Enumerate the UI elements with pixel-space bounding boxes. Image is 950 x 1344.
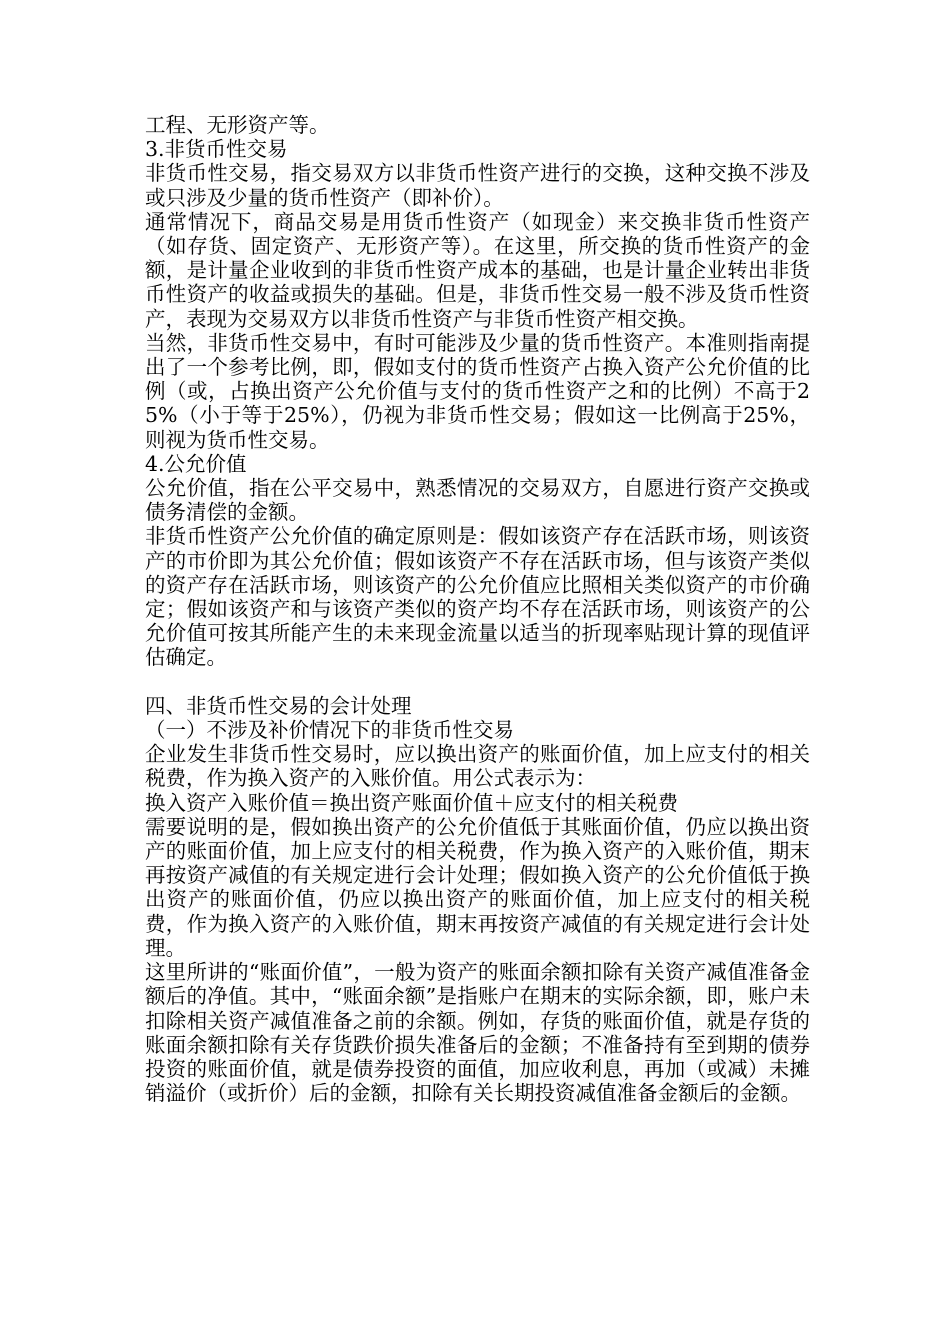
paragraph-normal-circumstances: 通常情况下，商品交易是用货币性资产（如现金）来交换非货币性资产（如存货、固定资产、无形资产等）。在这里，所交换的货币性资产的金额，是计量企业收到的非货币性资产成本的基础，也是计量企业转出非货币性资产的收益或损失的基础。但是，非货币性交易一般不涉及货币性资产，表现为交易双方以非货币性资产与非货币性资产相交换。 [145, 209, 810, 331]
paragraph-fair-value-definition: 公允价值，指在公平交易中，熟悉情况的交易双方，自愿进行资产交换或债务清偿的金额。 [145, 476, 810, 525]
paragraph-impairment-note: 需要说明的是，假如换出资产的公允价值低于其账面价值，仍应以换出资产的账面价值，加上应支付的相关税费，作为换入资产的入账价值，期末再按资产减值的有关规定进行会计处理；假如换入资产的公允价值低于换出资产的账面价值，仍应以换出资产的账面价值，加上应支付的相关税费，作为换入资产的入账价值，期末再按资产减值的有关规定进行会计处理。 [145, 814, 810, 960]
paragraph-accounting-rule: 企业发生非货币性交易时，应以换出资产的账面价值，加上应支付的相关税费，作为换入资产的入账价值。用公式表示为： [145, 742, 810, 791]
chapter-heading-accounting-treatment: 四、非货币性交易的会计处理 [145, 693, 412, 718]
document-body [145, 113, 810, 1105]
subsection-heading-no-boot: （一）不涉及补价情况下的非货币性交易 [145, 718, 514, 743]
blank-line [145, 670, 810, 694]
paragraph-definition: 非货币性交易，指交易双方以非货币性资产进行的交换，这种交换不涉及或只涉及少量的货币性资产（即补价）。 [145, 161, 810, 210]
section-heading-fair-value: 4.公允价值 [145, 451, 247, 476]
paragraph-intro-tail: 工程、无形资产等。 [145, 113, 330, 137]
paragraph-fair-value-principles: 非货币性资产公允价值的确定原则是：假如该资产存在活跃市场，则该资产的市价即为其公允价值；假如该资产不存在活跃市场，但与该资产类似的资产存在活跃市场，则该资产的公允价值应比照相关类似资产的市价确定；假如该资产和与该资产类似的资产均不存在活跃市场，则该资产的公允价值可按其所能产生的未来现金流量以适当的折现率贴现计算的现值评估确定。 [145, 524, 810, 670]
paragraph-book-value-explanation: 这里所讲的“账面价值”，一般为资产的账面余额扣除有关资产减值准备金额后的净值。其中，“账面余额”是指账户在期末的实际余额，即，账户未扣除相关资产减值准备之前的余额。例如，存货的账面价值，就是存货的账面余额扣除有关存货跌价损失准备后的金额；不准备持有至到期的债券投资的账面价值，就是债券投资的面值，加应收利息，再加（或减）未摊销溢价（或折价）后的金额，扣除有关长期投资减值准备金额后的金额。 [145, 960, 810, 1106]
paragraph-reference-ratio: 当然，非货币性交易中，有时可能涉及少量的货币性资产。本准则指南提出了一个参考比例，即，假如支付的货币性资产占换入资产公允价值的比例（或，占换出资产公允价值与支付的货币性资产之和的比例）不高于25%（小于等于25%），仍视为非货币性交易；假如这一比例高于25%，则视为货币性交易。 [145, 330, 810, 452]
section-heading-non-monetary-transaction: 3.非货币性交易 [145, 137, 288, 162]
formula-line: 换入资产入账价值＝换出资产账面价值＋应支付的相关税费 [145, 790, 678, 815]
